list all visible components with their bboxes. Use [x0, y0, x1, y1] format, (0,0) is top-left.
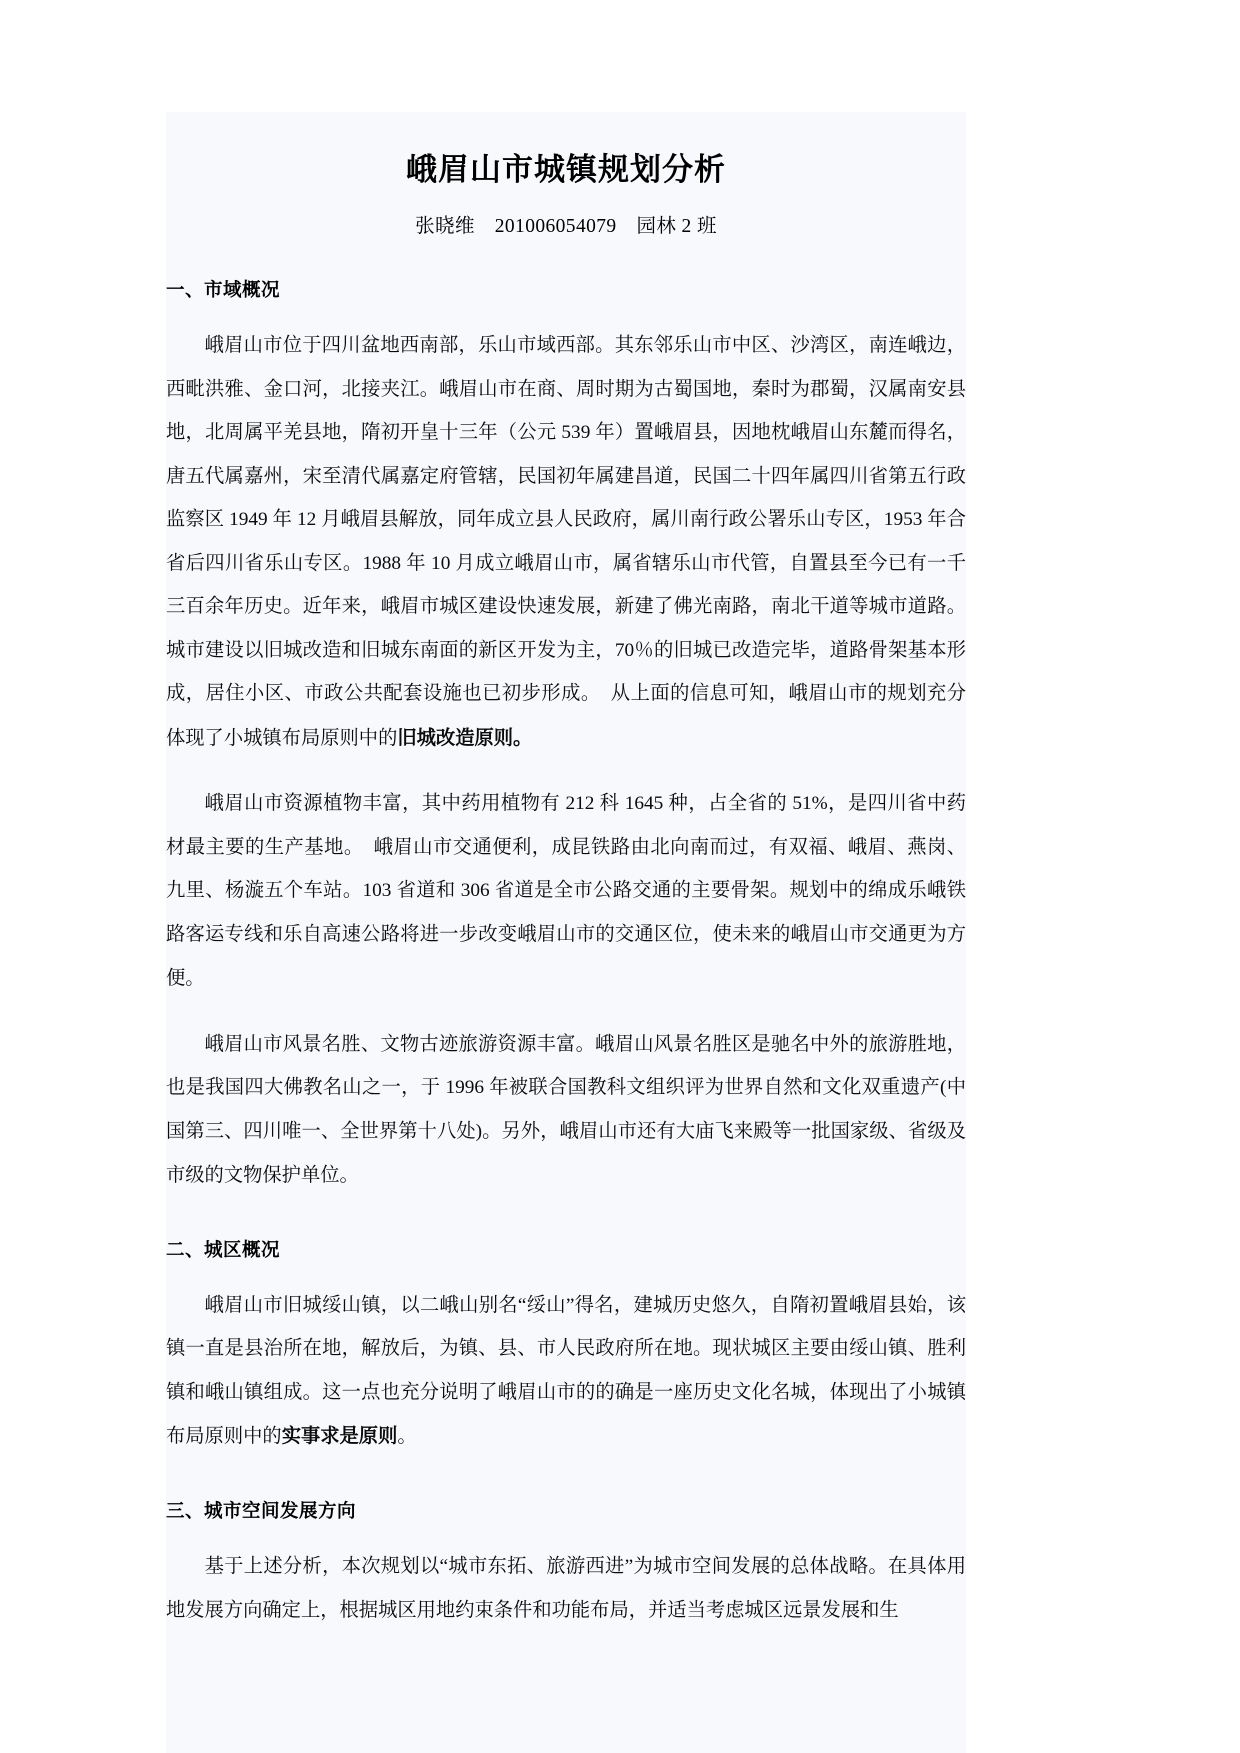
author-byline: 张晓维 201006054079 园林 2 班	[415, 216, 717, 237]
page-title: 峨眉山市城镇规划分析	[406, 152, 726, 188]
paragraph	[166, 1262, 966, 1459]
paragraph-text: 峨眉山市风景名胜、文物古迹旅游资源丰富。峨眉山风景名胜区是驰名中外的旅游胜地，也是我国四大佛教名山之一，于 1996 年被联合国教科文组织评为世界自然和文化双重遗产(中国第三、四川唯一、全世界第十八处)。另外，峨眉山市还有大庙飞来殿等一批国家级、省级及市级的文物保护单位。	[166, 1033, 966, 1186]
paragraph-text: 峨眉山市旧城绥山镇，以二峨山别名“绥山”得名，建城历史悠久，自隋初置峨眉县始，该镇一直是县治所在地，解放后，为镇、县、市人民政府所在地。现状城区主要由绥山镇、胜利镇和峨山镇组成。这一点也充分说明了峨眉山市的的确是一座历史文化名城，体现出了小城镇布局原则中的	[166, 1294, 966, 1447]
paragraph-text: 峨眉山市位于四川盆地西南部，乐山市域西部。其东邻乐山市中区、沙湾区，南连峨边，西毗洪雅、金口河，北接夹江。峨眉山市在商、周时期为古蜀国地，秦时为郡蜀，汉属南安县地，北周属平羌县地，隋初开皇十三年（公元 539 年）置峨眉县，因地枕峨眉山东麓而得名，唐五代属嘉州，宋至清代属嘉定府管辖，民国初年属建昌道，民国二十四年属四川省第五行政监察区 1949 年 12 月峨眉县解放，同年成立县人民政府，属川南行政公署乐山专区，1953 年合省后四川省乐山专区。1988 年 10 月成立峨眉山市，属省辖乐山市代管，自置县至今已有一千三百余年历史。近年来，峨眉市城区建设快速发展，新建了佛光南路，南北干道等城市道路。城市建设以旧城改造和旧城东南面的新区开发为主，70％的旧城已改造完毕，道路骨架基本形成，居住小区、市政公共配套设施也已初步形成。 从上面的信息可知，峨眉山市的规划充分体现了小城镇布局原则中的	[166, 335, 966, 749]
document-content	[166, 112, 966, 1633]
paragraph	[166, 760, 966, 1001]
paragraph	[166, 1523, 966, 1633]
paragraph-emphasis: 旧城改造原则。	[397, 725, 533, 749]
paragraph-emphasis: 实事求是原则	[281, 1424, 398, 1447]
section-heading-1: 一、市域概况	[166, 280, 281, 301]
paragraph-text: 基于上述分析，本次规划以“城市东拓、旅游西进”为城市空间发展的总体战略。在具体用地发展方向确定上，根据城区用地约束条件和功能布局，并适当考虑城区远景发展和生	[166, 1555, 966, 1621]
paragraph	[166, 302, 966, 760]
paragraph-tail: 。	[397, 1426, 417, 1447]
section-heading-3: 三、城市空间发展方向	[166, 1500, 357, 1522]
paragraph	[166, 1001, 966, 1198]
paragraph-text: 峨眉山市资源植物丰富，其中药用植物有 212 科 1645 种，占全省的 51%，是四川省中药材最主要的生产基地。 峨眉山市交通便利，成昆铁路由北向南而过，有双福、峨眉、燕岗、九里、杨漩五个车站。103 省道和 306 省道是全市公路交通的主要骨架。规划中的绵成乐峨铁路客运专线和乐自高速公路将进一步改变峨眉山市的交通区位，使未来的峨眉山市交通更为方便。	[166, 793, 966, 989]
section-heading-2: 二、城区概况	[166, 1239, 281, 1261]
